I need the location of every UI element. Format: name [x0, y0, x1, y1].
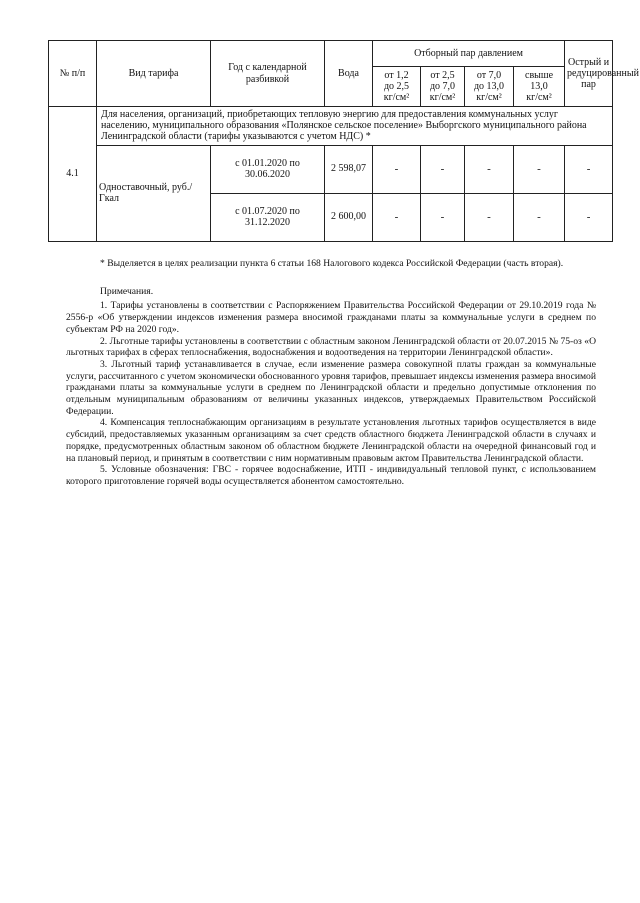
- note-item: 1. Тарифы установлены в соответствии с Распоряжением Правительства Российской Федерации от 29.10.2019 года № 2556-р «Об утверждении индексов изменения размера вносимой гражданами платы за коммунальные услуги в среднем по субъектам РФ на 2020 год».: [66, 300, 596, 335]
- water-value: 2 598,07: [325, 145, 373, 193]
- steam-col-2-to: до 7,0: [429, 80, 456, 92]
- header-tariff-type: Вид тарифа: [97, 41, 211, 107]
- vat-footnote: * Выделяется в целях реализации пункта 6 статьи 168 Налогового кодекса Российской Федерации (часть вторая).: [100, 258, 564, 269]
- steam-col-3-from: от 7,0: [476, 69, 502, 81]
- note-item: 2. Льготные тарифы установлены в соответствии с областным законом Ленинградской области от 20.07.2015 № 75-оз «О льготных тарифах в сферах теплоснабжения, водоснабжения и водоотведения на территории Ленинградской области».: [66, 335, 596, 359]
- steam-col-3-unit: кг/см²: [476, 92, 502, 104]
- header-year: Год с календарной разбивкой: [211, 41, 325, 107]
- notes-section: [66, 258, 596, 488]
- steam-col-4-unit: кг/см²: [526, 92, 552, 104]
- steam-col-2-unit: кг/см²: [429, 92, 456, 104]
- header-steam-col-4: [514, 67, 565, 107]
- notes-heading: Примечания.: [100, 285, 154, 297]
- steam-3-value: -: [465, 145, 514, 193]
- steam-2-value: -: [421, 145, 465, 193]
- header-sharp-steam: Острый и редуцированный пар: [565, 41, 613, 107]
- description-row: [49, 107, 613, 146]
- tariff-description: Для населения, организаций, приобретающих тепловую энергию для предоставления коммунальных услуг населению, муниципального образования «Полянское сельское поселение» Выборгского муниципального района Ленинградской области (тарифы указываются с учетом НДС) *: [97, 107, 613, 146]
- header-steam-col-1: [373, 67, 421, 107]
- steam-col-3-to: до 13,0: [473, 80, 505, 92]
- water-value: 2 600,00: [325, 193, 373, 241]
- period-cell: с 01.01.2020 по 30.06.2020: [211, 145, 325, 193]
- header-num: № п/п: [49, 41, 97, 107]
- steam-col-1-from: от 1,2: [384, 69, 409, 81]
- steam-col-1-to: до 2,5: [383, 80, 410, 92]
- steam-1-value: -: [373, 193, 421, 241]
- steam-4-value: -: [514, 145, 565, 193]
- steam-4-value: -: [514, 193, 565, 241]
- table-row: [49, 145, 613, 193]
- steam-col-4-from: свыше: [525, 69, 554, 81]
- header-water: Вода: [325, 41, 373, 107]
- tariff-table: [48, 40, 639, 242]
- header-steam-group: Отборный пар давлением: [373, 41, 565, 67]
- steam-3-value: -: [465, 193, 514, 241]
- header-steam-col-2: [421, 67, 465, 107]
- row-number: 4.1: [49, 107, 97, 242]
- note-item: 3. Льготный тариф устанавливается в случае, если изменение размера совокупной платы граждан за коммунальные услуги, рассчитанного с учетом экономически обоснованного уровня тарифов, превышает индексы изменения размера вносимой гражданами платы за коммунальные услуги в среднем по Ленинградской области и предельно допустимые отклонения по отдельным муниципальным образованиям от величины указанных индексов, утверждаемых Правительством Российской Федерации.: [66, 358, 596, 417]
- steam-1-value: -: [373, 145, 421, 193]
- note-item: 4. Компенсация теплоснабжающим организациям в результате установления льготных тарифов осуществляется в виде субсидий, предоставляемых указанным организациям за счет средств областного бюджета Ленинградской области в случаях и порядке, предусмотренных областным законом об областном бюджете Ленинградской области на очередной финансовый год и на плановый период, и принятым в соответствии с ним нормативным правовым актом Правительства Ленинградской области.: [66, 417, 596, 464]
- steam-2-value: -: [421, 193, 465, 241]
- note-item: 5. Условные обозначения: ГВС - горячее водоснабжение, ИТП - индивидуальный тепловой пункт, с использованием которого приготовление горячей воды осуществляется абонентом самостоятельно.: [66, 464, 596, 487]
- steam-col-1-unit: кг/см²: [383, 92, 410, 104]
- sharp-steam-value: -: [565, 193, 613, 241]
- sharp-steam-value: -: [565, 145, 613, 193]
- header-steam-col-3: [465, 67, 514, 107]
- period-cell: с 01.07.2020 по 31.12.2020: [211, 193, 325, 241]
- steam-col-2-from: от 2,5: [430, 69, 455, 81]
- steam-col-4-to: 13,0: [530, 80, 548, 92]
- header-row-1: [49, 41, 613, 67]
- tariff-name: Одноставочный, руб./Гкал: [97, 145, 211, 241]
